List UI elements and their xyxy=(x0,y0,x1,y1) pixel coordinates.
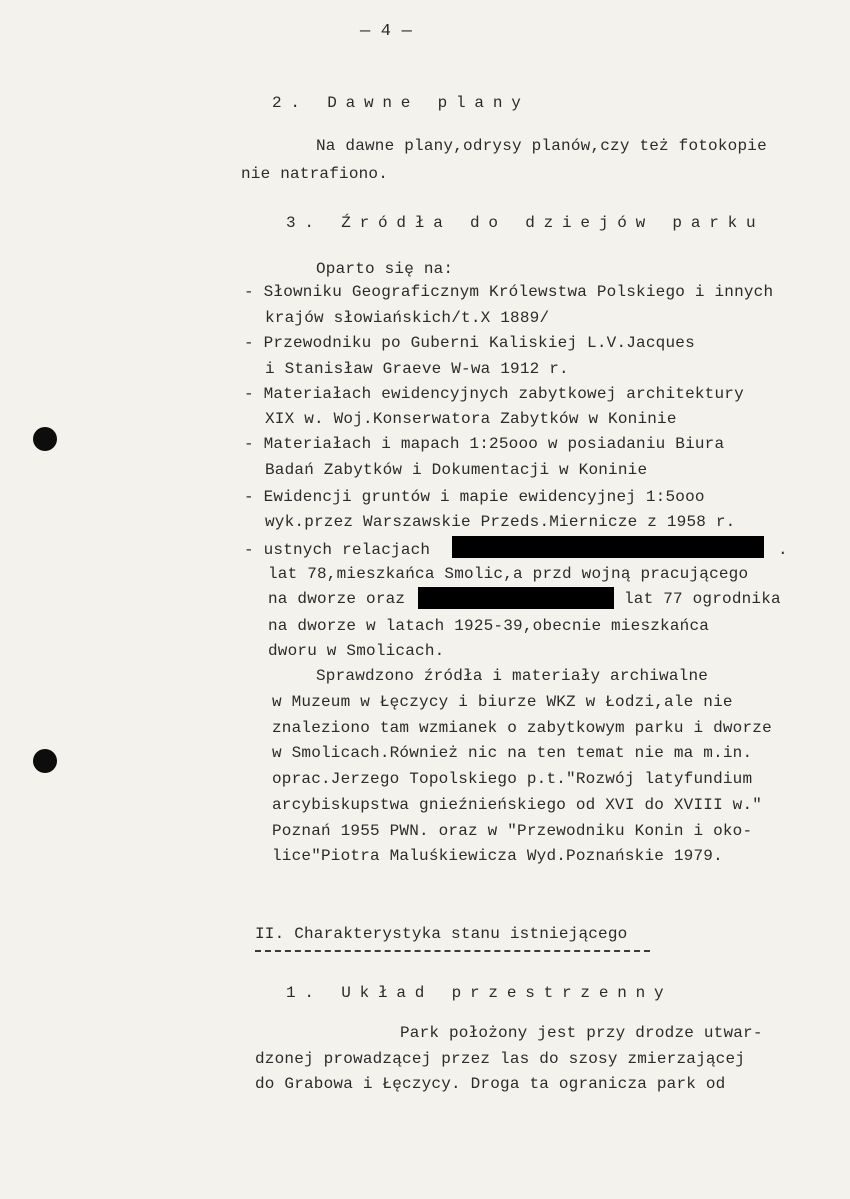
source-item-1-line-2: krajów słowiańskich/t.X 1889/ xyxy=(265,309,550,327)
section-2-heading: 2. Dawne plany xyxy=(272,94,530,112)
source-item-2-line-2: i Stanisław Graeve W-wa 1912 r. xyxy=(265,360,569,378)
oral-item-line-3-end: lat 77 ogrodnika xyxy=(624,590,781,608)
part-2-heading: II. Charakterystyka stanu istniejącego xyxy=(255,925,628,943)
page-number: — 4 — xyxy=(360,22,413,41)
oral-item-line-4: na dworze w latach 1925-39,obecnie mieszkańca xyxy=(268,617,710,635)
oral-item-line-1-end: . xyxy=(778,541,788,559)
closing-line-4: w Smolicach.Również nic na ten temat nie ma m.in. xyxy=(272,744,753,762)
source-item-1-line-1: - Słowniku Geograficznym Królewstwa Polskiego i innych xyxy=(244,283,774,301)
part-2-heading-underline xyxy=(255,950,650,952)
closing-line-8: lice"Piotra Maluśkiewicza Wyd.Poznańskie 1979. xyxy=(272,847,723,865)
oral-item-line-5: dworu w Smolicach. xyxy=(268,642,445,660)
oral-item-line-2: lat 78,mieszkańca Smolic,a przd wojną pracującego xyxy=(268,565,749,583)
section-3-intro: Oparto się na: xyxy=(316,260,454,278)
section-ii-1-heading: 1. Układ przestrzenny xyxy=(286,984,673,1002)
section-2-line-2: nie natrafiono. xyxy=(241,165,389,183)
section-ii-1-line-3: do Grabowa i Łęczycy. Droga ta ogranicza park od xyxy=(255,1075,726,1093)
oral-item-line-3-start: na dworze oraz xyxy=(268,590,406,608)
closing-line-3: znaleziono tam wzmianek o zabytkowym parku i dworze xyxy=(272,719,772,737)
source-item-5-line-2: wyk.przez Warszawskie Przeds.Miernicze z 1958 r. xyxy=(265,513,736,531)
section-2-line-1: Na dawne plany,odrysy planów,czy też fotokopie xyxy=(316,137,767,155)
redaction-bar-2 xyxy=(418,587,614,609)
punch-hole-bottom xyxy=(33,749,57,773)
closing-line-7: Poznań 1955 PWN. oraz w "Przewodniku Konin i oko- xyxy=(272,822,753,840)
section-3-heading: 3. Źródła do dziejów parku xyxy=(286,214,765,232)
source-item-3-line-1: - Materiałach ewidencyjnych zabytkowej architektury xyxy=(244,385,744,403)
closing-line-1: Sprawdzono źródła i materiały archiwalne xyxy=(316,667,709,685)
closing-line-2: w Muzeum w Łęczycy i biurze WKZ w Łodzi,ale nie xyxy=(272,693,733,711)
closing-line-5: oprac.Jerzego Topolskiego p.t."Rozwój latyfundium xyxy=(272,770,753,788)
source-item-3-line-2: XIX w. Woj.Konserwatora Zabytków w Koninie xyxy=(265,410,677,428)
source-item-5-line-1: - Ewidencji gruntów i mapie ewidencyjnej 1:5ooo xyxy=(244,488,705,506)
source-item-2-line-1: - Przewodniku po Guberni Kaliskiej L.V.Jacques xyxy=(244,334,695,352)
oral-item-line-1: - ustnych relacjach xyxy=(244,541,431,559)
section-ii-1-line-2: dzonej prowadzącej przez las do szosy zmierzającej xyxy=(255,1050,746,1068)
redaction-bar-1 xyxy=(452,536,764,558)
source-item-4-line-1: - Materiałach i mapach 1:25ooo w posiadaniu Biura xyxy=(244,435,725,453)
punch-hole-top xyxy=(33,427,57,451)
source-item-4-line-2: Badań Zabytków i Dokumentacji w Koninie xyxy=(265,461,648,479)
section-ii-1-line-1: Park położony jest przy drodze utwar- xyxy=(400,1024,763,1042)
closing-line-6: arcybiskupstwa gnieźnieńskiego od XVI do XVIII w." xyxy=(272,796,763,814)
